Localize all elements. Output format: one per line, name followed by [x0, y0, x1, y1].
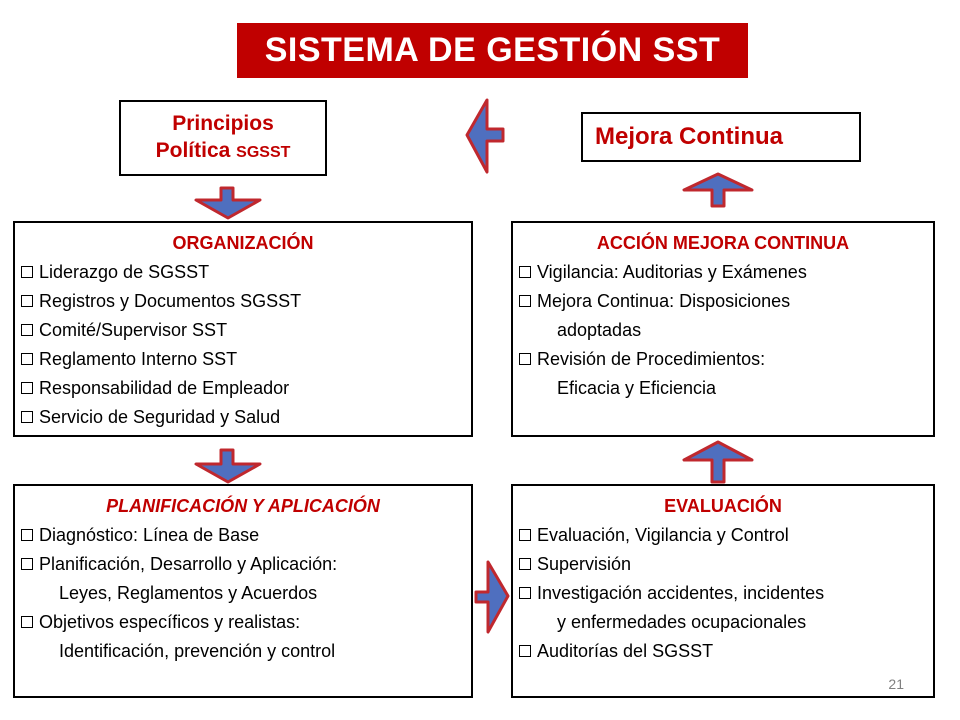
- list-item: [21, 550, 471, 579]
- checkbox-icon: [519, 645, 531, 657]
- list-item: [21, 374, 471, 403]
- politica-label: [121, 137, 325, 166]
- checkbox-icon: [519, 266, 531, 278]
- list-item: [21, 287, 471, 316]
- list-item-text: Diagnóstico: Línea de Base: [39, 525, 260, 545]
- page-number: 21: [888, 676, 904, 692]
- list-item-text: Vigilancia: Auditorias y Exámenes: [537, 262, 807, 282]
- accion-mejora-panel: [511, 221, 935, 437]
- list-item-text: Auditorías del SGSST: [537, 641, 714, 661]
- checkbox-icon: [21, 411, 33, 423]
- mejora-continua-box: [581, 112, 861, 162]
- checkbox-icon: [519, 558, 531, 570]
- politica-text: Política: [155, 139, 231, 162]
- list-item-continuation: y enfermedades ocupacionales: [557, 612, 807, 632]
- list-item-text: Servicio de Seguridad y Salud: [39, 407, 281, 427]
- list-item: [21, 608, 471, 637]
- list-item-text: Registros y Documentos SGSST: [39, 291, 302, 311]
- checkbox-icon: [21, 324, 33, 336]
- list-item-text: Objetivos específicos y realistas:: [39, 612, 301, 632]
- list-item-text: Planificación, Desarrollo y Aplicación:: [39, 554, 338, 574]
- list-item-text: Reglamento Interno SST: [39, 349, 238, 369]
- checkbox-icon: [519, 529, 531, 541]
- list-item-text: Evaluación, Vigilancia y Control: [537, 525, 789, 545]
- politica-sgsst-text: SGSST: [236, 144, 291, 161]
- evaluacion-panel: [511, 484, 935, 698]
- organizacion-panel: [13, 221, 473, 437]
- list-item: [21, 316, 471, 345]
- list-item: [519, 637, 933, 666]
- checkbox-icon: [21, 266, 33, 278]
- list-item-text: Comité/Supervisor SST: [39, 320, 228, 340]
- checkbox-icon: [519, 587, 531, 599]
- list-item: [519, 287, 933, 316]
- list-item-text: Revisión de Procedimientos:: [537, 349, 766, 369]
- list-item: [21, 258, 471, 287]
- arrow-up-icon: [678, 172, 758, 208]
- planificacion-panel: [13, 484, 473, 698]
- accion-heading: ACCIÓN MEJORA CONTINUA: [596, 233, 850, 253]
- list-item-continuation: Identificación, prevención y control: [59, 641, 336, 661]
- planificacion-heading: PLANIFICACIÓN Y APLICACIÓN: [106, 496, 380, 516]
- arrow-right-icon: [474, 556, 510, 638]
- arrow-down-icon: [188, 450, 268, 484]
- mejora-continua-label: Mejora Continua: [595, 123, 784, 150]
- checkbox-icon: [519, 353, 531, 365]
- list-item-text: Responsabilidad de Empleador: [39, 378, 290, 398]
- checkbox-icon: [519, 295, 531, 307]
- list-item: [21, 345, 471, 374]
- checkbox-icon: [21, 558, 33, 570]
- list-item: [21, 403, 471, 432]
- list-item-continuation: adoptadas: [557, 320, 642, 340]
- principios-label: Principios: [172, 112, 274, 135]
- checkbox-icon: [21, 382, 33, 394]
- page-title: SISTEMA DE GESTIÓN SST: [237, 23, 748, 78]
- list-item-text: Supervisión: [537, 554, 632, 574]
- arrow-up-icon: [678, 440, 758, 484]
- list-item-text: Mejora Continua: Disposiciones: [537, 291, 791, 311]
- list-item: [519, 521, 933, 550]
- list-item: [519, 345, 933, 374]
- list-item: [519, 579, 933, 608]
- principios-box: [119, 100, 327, 176]
- arrow-left-icon: [465, 98, 505, 176]
- organizacion-heading: ORGANIZACIÓN: [172, 233, 314, 253]
- checkbox-icon: [21, 529, 33, 541]
- list-item: [21, 521, 471, 550]
- list-item-text: Investigación accidentes, incidentes: [537, 583, 825, 603]
- evaluacion-heading: EVALUACIÓN: [664, 496, 782, 516]
- arrow-down-icon: [188, 188, 268, 220]
- checkbox-icon: [21, 616, 33, 628]
- list-item-continuation: Eficacia y Eficiencia: [557, 378, 717, 398]
- list-item-text: Liderazgo de SGSST: [39, 262, 210, 282]
- checkbox-icon: [21, 353, 33, 365]
- list-item: [519, 258, 933, 287]
- checkbox-icon: [21, 295, 33, 307]
- list-item-continuation: Leyes, Reglamentos y Acuerdos: [59, 583, 318, 603]
- list-item: [519, 550, 933, 579]
